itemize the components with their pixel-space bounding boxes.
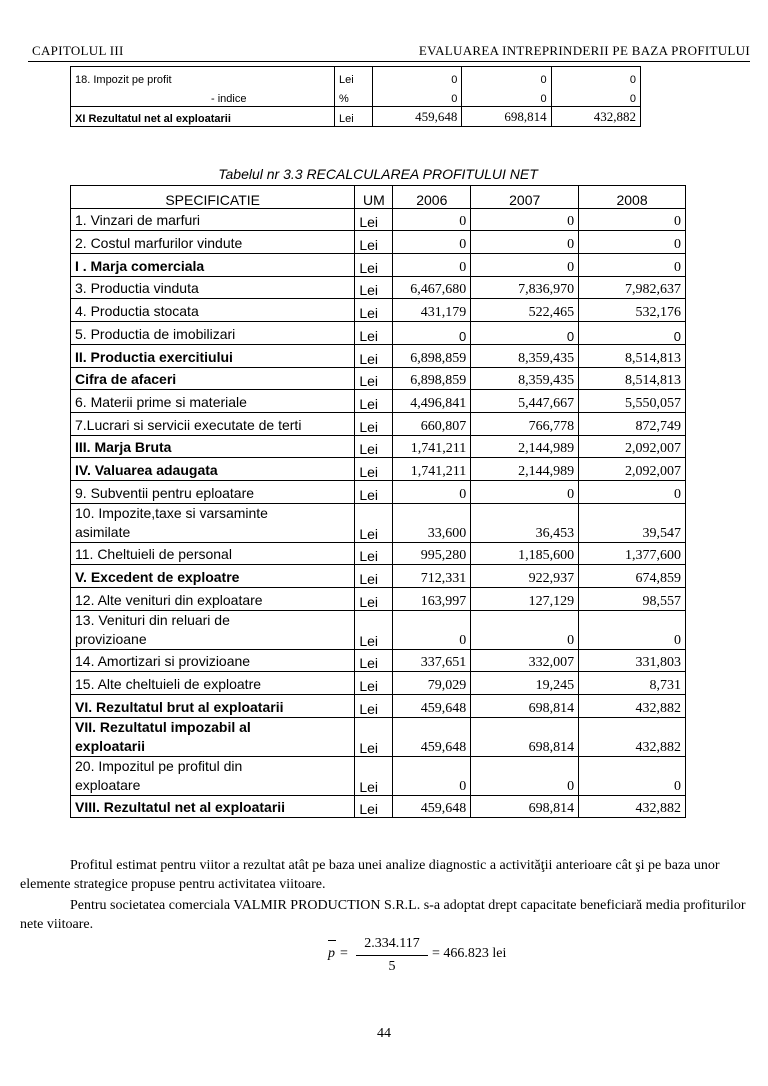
row-um: Lei: [355, 322, 393, 345]
row-label: VIII. Rezultatul net al exploatarii: [71, 795, 355, 818]
cell-2008: 0: [579, 610, 686, 649]
cell-2007: 522,465: [471, 299, 579, 322]
row-um: Lei: [355, 208, 393, 231]
cell-2008: 532,176: [579, 299, 686, 322]
row-um: Lei: [355, 390, 393, 413]
formula-symbol: p: [328, 946, 335, 961]
row-label: VII. Rezultatul impozabil al exploatarii: [71, 717, 355, 756]
row-um: Lei: [335, 107, 373, 127]
table-row: [71, 756, 686, 795]
cell-2007: 0: [471, 254, 579, 277]
cell-2007: 0: [471, 610, 579, 649]
cell-2006: 6,898,859: [393, 344, 471, 367]
cell-2008: 8,514,813: [579, 367, 686, 390]
paragraph-text: Pentru societatea comerciala VALMIR PRODUCTION S.R.L. s-a adoptat drept capacitate beneficiară media profiturilor nete viitoare.: [20, 898, 746, 932]
top-table: [70, 66, 641, 127]
cell-2006: 459,648: [393, 695, 471, 718]
cell-2006: 33,600: [393, 503, 471, 542]
row-label: 3. Productia vinduta: [71, 276, 355, 299]
cell-2007: 7,836,970: [471, 276, 579, 299]
cell-2007: 766,778: [471, 412, 579, 435]
cell-2008: 432,882: [579, 717, 686, 756]
row-label: III. Marja Bruta: [71, 435, 355, 458]
chapter-title: EVALUAREA INTREPRINDERII PE BAZA PROFITULUI: [418, 43, 750, 58]
cell-2008: 0: [579, 208, 686, 231]
row-label: 11. Cheltuieli de personal: [71, 542, 355, 565]
cell-2006: 459,648: [373, 107, 462, 127]
fraction-line: [356, 955, 428, 956]
cell-2008: 5,550,057: [579, 390, 686, 413]
row-um: Lei: [355, 565, 393, 588]
row-label: 12. Alte venituri din exploatare: [71, 588, 355, 611]
header-2006: 2006: [393, 186, 471, 209]
table-row: [71, 458, 686, 481]
row-um: Lei: [355, 412, 393, 435]
cell-2006: 0: [393, 610, 471, 649]
cell-2008: 0: [579, 231, 686, 254]
row-um: Lei: [355, 480, 393, 503]
row-um: Lei: [355, 435, 393, 458]
cell-2006: 4,496,841: [393, 390, 471, 413]
row-label: 7.Lucrari si servicii executate de terti: [71, 412, 355, 435]
cell-2006: 0: [393, 231, 471, 254]
header-2007: 2007: [471, 186, 579, 209]
cell-2008: 7,982,637: [579, 276, 686, 299]
table-row: [71, 390, 686, 413]
cell-2007: 2,144,989: [471, 435, 579, 458]
cell-2007: 8,359,435: [471, 344, 579, 367]
row-um: Lei: [355, 254, 393, 277]
formula-equals: =: [340, 946, 348, 961]
row-label: - indice: [71, 87, 335, 107]
cell-2006: 6,467,680: [393, 276, 471, 299]
cell-2008: 98,557: [579, 588, 686, 611]
table-row: [71, 299, 686, 322]
cell-2006: 712,331: [393, 565, 471, 588]
table-row: [71, 649, 686, 672]
cell-2006: 0: [393, 254, 471, 277]
row-label: IV. Valuarea adaugata: [71, 458, 355, 481]
row-um: Lei: [355, 344, 393, 367]
row-label: 5. Productia de imobilizari: [71, 322, 355, 345]
row-label: 15. Alte cheltuieli de exploatre: [71, 672, 355, 695]
row-label: 13. Venituri din reluari de provizioane: [71, 610, 355, 649]
cell-2008: 432,882: [579, 795, 686, 818]
cell-2008: 432,882: [551, 107, 640, 127]
cell-2008: 0: [579, 254, 686, 277]
table-row: [71, 795, 686, 818]
table-row: [71, 480, 686, 503]
cell-2007: 698,814: [471, 795, 579, 818]
row-label: 14. Amortizari si provizioane: [71, 649, 355, 672]
cell-2008: 8,731: [579, 672, 686, 695]
cell-2008: 8,514,813: [579, 344, 686, 367]
row-um: Lei: [335, 67, 373, 87]
table-row: [71, 542, 686, 565]
cell-2006: 660,807: [393, 412, 471, 435]
row-um: Lei: [355, 649, 393, 672]
row-um: Lei: [355, 610, 393, 649]
cell-2008: 39,547: [579, 503, 686, 542]
cell-2006: 0: [393, 322, 471, 345]
cell-2007: 5,447,667: [471, 390, 579, 413]
row-um: %: [335, 87, 373, 107]
table-row: [71, 231, 686, 254]
row-um: Lei: [355, 672, 393, 695]
header-2008: 2008: [579, 186, 686, 209]
fraction: [356, 936, 428, 975]
cell-2006: 79,029: [393, 672, 471, 695]
row-um: Lei: [355, 503, 393, 542]
cell-2007: 0: [471, 480, 579, 503]
table-body: [71, 208, 686, 818]
cell-2006: 1,741,211: [393, 435, 471, 458]
cell-2006: 459,648: [393, 795, 471, 818]
cell-2008: 2,092,007: [579, 458, 686, 481]
cell-2008: 432,882: [579, 695, 686, 718]
cell-2006: 431,179: [393, 299, 471, 322]
cell-2007: 0: [471, 208, 579, 231]
cell-2008: 674,859: [579, 565, 686, 588]
cell-2007: 698,814: [471, 717, 579, 756]
cell-2008: 1,377,600: [579, 542, 686, 565]
row-um: Lei: [355, 542, 393, 565]
table-row: [71, 610, 686, 649]
row-label: 20. Impozitul pe profitul din exploatare: [71, 756, 355, 795]
row-um: Lei: [355, 695, 393, 718]
table-row: [71, 503, 686, 542]
cell-2008: 0: [551, 67, 640, 87]
table-row: [71, 344, 686, 367]
row-label: II. Productia exercitiului: [71, 344, 355, 367]
cell-2006: 0: [373, 87, 462, 107]
row-label: VI. Rezultatul brut al exploatarii: [71, 695, 355, 718]
cell-2006: 0: [373, 67, 462, 87]
cell-2006: 337,651: [393, 649, 471, 672]
row-label: 18. Impozit pe profit: [71, 67, 335, 87]
cell-2008: 0: [579, 756, 686, 795]
table-row: [71, 208, 686, 231]
row-label: I . Marja comerciala: [71, 254, 355, 277]
row-um: Lei: [355, 367, 393, 390]
cell-2007: 922,937: [471, 565, 579, 588]
cell-2007: 698,814: [471, 695, 579, 718]
row-label: 10. Impozite,taxe si varsaminte asimilate: [71, 503, 355, 542]
paragraph: [20, 896, 762, 934]
cell-2006: 0: [393, 480, 471, 503]
cell-2008: 0: [579, 322, 686, 345]
table-header-row: [71, 186, 686, 209]
table-row: [71, 67, 641, 87]
row-label: 1. Vinzari de marfuri: [71, 208, 355, 231]
cell-2007: 0: [471, 756, 579, 795]
cell-2007: 0: [462, 67, 551, 87]
cell-2006: 459,648: [393, 717, 471, 756]
row-um: Lei: [355, 756, 393, 795]
cell-2007: 0: [471, 231, 579, 254]
cell-2008: 0: [551, 87, 640, 107]
row-label: 9. Subventii pentru eploatare: [71, 480, 355, 503]
table-row: [71, 435, 686, 458]
cell-2007: 332,007: [471, 649, 579, 672]
cell-2007: 2,144,989: [471, 458, 579, 481]
table-row: [71, 87, 641, 107]
cell-2008: 2,092,007: [579, 435, 686, 458]
table-row: [71, 322, 686, 345]
row-label: 2. Costul marfurilor vindute: [71, 231, 355, 254]
cell-2008: 331,803: [579, 649, 686, 672]
row-um: Lei: [355, 458, 393, 481]
cell-2008: 0: [579, 480, 686, 503]
recalculation-table: [70, 185, 686, 818]
cell-2006: 995,280: [393, 542, 471, 565]
row-um: Lei: [355, 795, 393, 818]
formula-result: = 466.823 lei: [432, 946, 507, 961]
cell-2006: 0: [393, 208, 471, 231]
denominator: 5: [388, 959, 396, 974]
row-label: V. Excedent de exploatre: [71, 565, 355, 588]
cell-2007: 127,129: [471, 588, 579, 611]
table-row: [71, 565, 686, 588]
cell-2008: 872,749: [579, 412, 686, 435]
cell-2006: 6,898,859: [393, 367, 471, 390]
cell-2007: 1,185,600: [471, 542, 579, 565]
cell-2007: 36,453: [471, 503, 579, 542]
row-um: Lei: [355, 231, 393, 254]
table-row: [71, 276, 686, 299]
table-row: [71, 254, 686, 277]
header-um: UM: [355, 186, 393, 209]
table-row: [71, 695, 686, 718]
overline: [328, 940, 336, 941]
row-label: XI Rezultatul net al exploatarii: [71, 107, 335, 127]
row-um: Lei: [355, 717, 393, 756]
paragraph: [20, 856, 762, 894]
cell-2007: 8,359,435: [471, 367, 579, 390]
header-specificatie: SPECIFICATIE: [71, 186, 355, 209]
cell-2007: 0: [462, 87, 551, 107]
row-um: Lei: [355, 299, 393, 322]
cell-2007: 698,814: [462, 107, 551, 127]
row-label: 6. Materii prime si materiale: [71, 390, 355, 413]
table-row: [71, 367, 686, 390]
page-header: [28, 40, 750, 62]
cell-2006: 0: [393, 756, 471, 795]
row-um: Lei: [355, 276, 393, 299]
page-number: 44: [377, 1026, 391, 1041]
cell-2006: 163,997: [393, 588, 471, 611]
cell-2007: 0: [471, 322, 579, 345]
table-row: [71, 588, 686, 611]
row-um: Lei: [355, 588, 393, 611]
table-caption: Tabelul nr 3.3 RECALCULAREA PROFITULUI NET: [218, 166, 538, 182]
row-label: Cifra de afaceri: [71, 367, 355, 390]
chapter-label: CAPITOLUL III: [32, 43, 124, 58]
cell-2006: 1,741,211: [393, 458, 471, 481]
row-label: 4. Productia stocata: [71, 299, 355, 322]
table-row: [71, 672, 686, 695]
table-row: [71, 107, 641, 127]
table-row: [71, 412, 686, 435]
paragraph-text: Profitul estimat pentru viitor a rezultat atât pe baza unei analize diagnostic a activităţii anterioare cât şi pe baza unor elemente strategice propuse pentru activitatea viitoare.: [20, 858, 720, 892]
table-row: [71, 717, 686, 756]
cell-2007: 19,245: [471, 672, 579, 695]
numerator: 2.334.117: [364, 936, 420, 951]
